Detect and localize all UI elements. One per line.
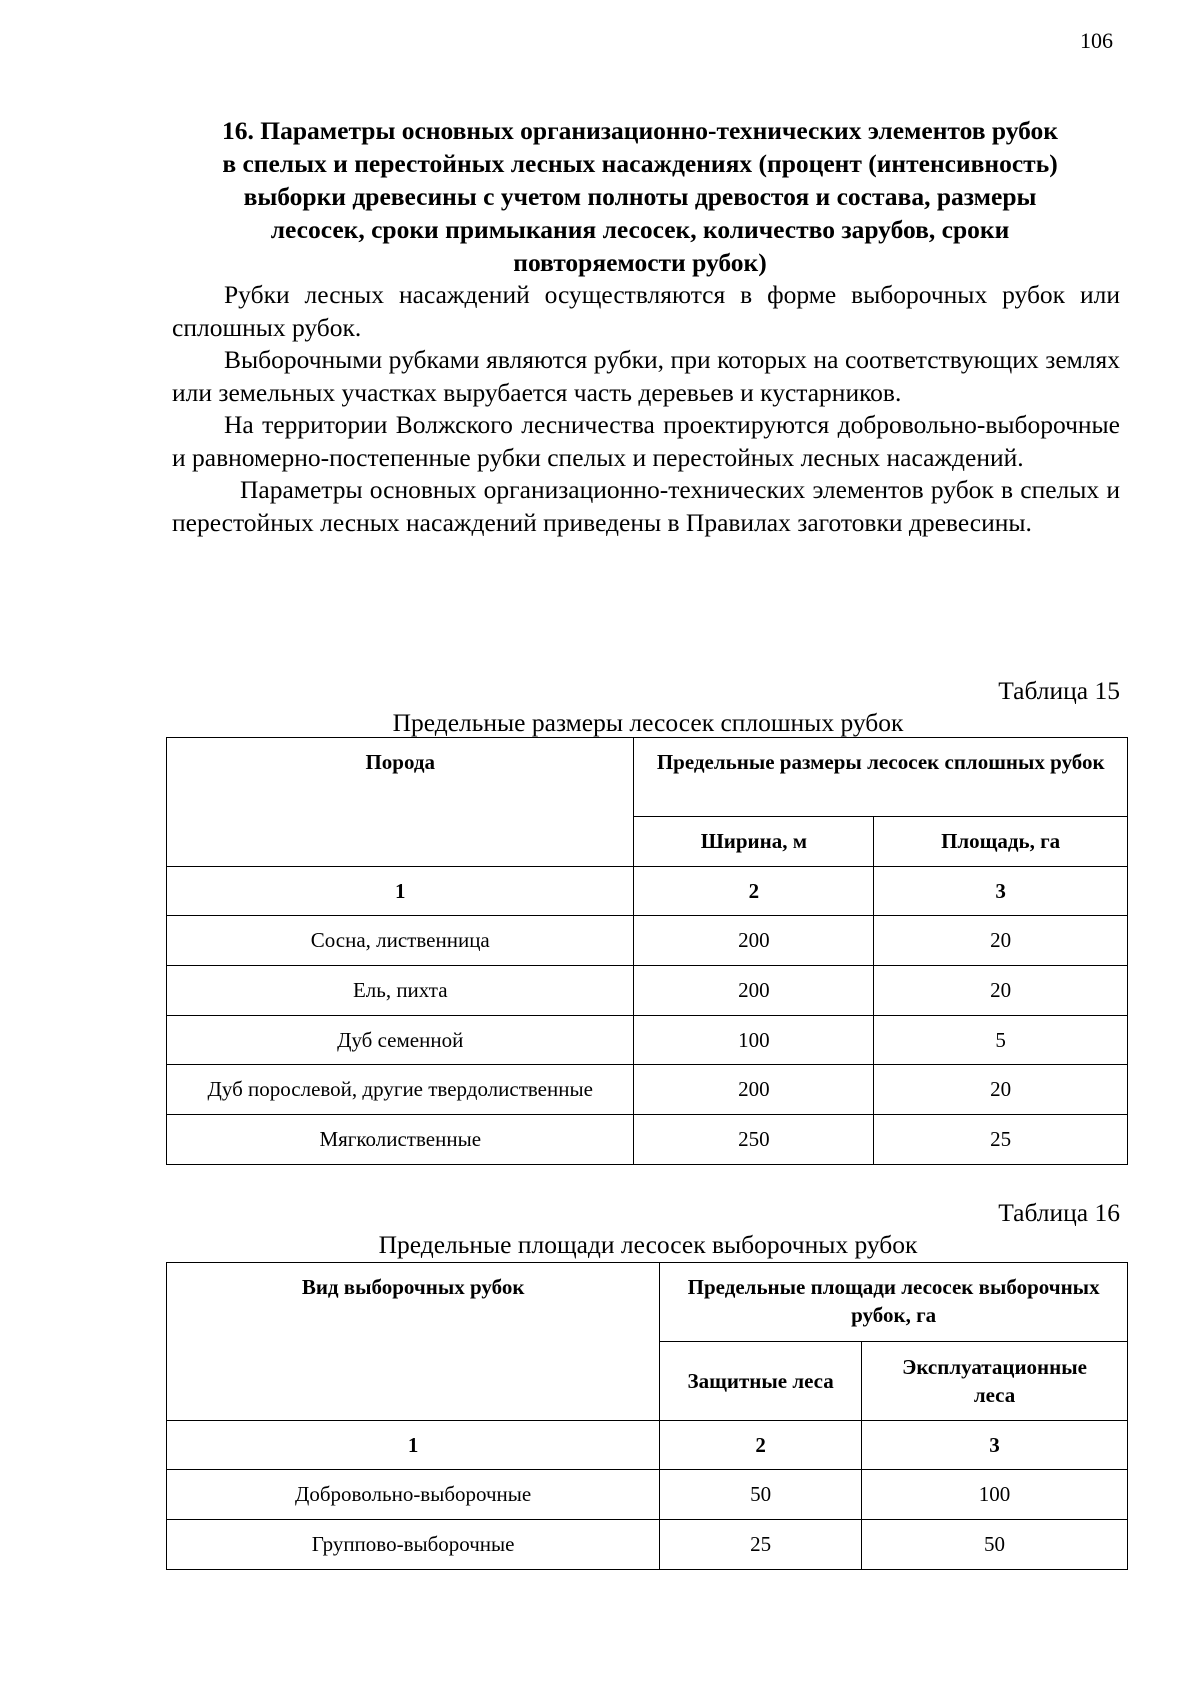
- table16-title: Предельные площади лесосек выборочных рубок: [378, 1230, 918, 1259]
- table16-header-group: Предельные площади лесосек выборочных рубок, га: [660, 1263, 1128, 1342]
- section-title-line: выборки древесины с учетом полноты древостоя и состава, размеры: [243, 182, 1037, 211]
- table15-column-number: 1: [167, 867, 634, 916]
- paragraph: Выборочными рубками являются рубки, при которых на соответствующих землях или земельных участках вырубается часть деревьев и кустарников.: [172, 345, 1120, 407]
- table16-cell: Добровольно-выборочные: [167, 1470, 660, 1520]
- table-row: [167, 1115, 1128, 1165]
- table16: [166, 1262, 1128, 1570]
- table15-cell: Дуб порослевой, другие твердолиственные: [167, 1065, 634, 1115]
- table-row: [167, 966, 1128, 1016]
- table15-column-number: 2: [634, 867, 874, 916]
- section-title-line: в спелых и перестойных лесных насаждениях (процент (интенсивность): [222, 149, 1058, 178]
- table-row: [167, 916, 1128, 966]
- section-title-line: 16. Параметры основных организационно-технических элементов рубок: [222, 116, 1058, 145]
- table-row: [167, 1065, 1128, 1115]
- paragraph: На территории Волжского лесничества проектируются добровольно-выборочные и равномерно-постепенные рубки спелых и перестойных лесных насаждений.: [172, 410, 1120, 472]
- section-title-line: повторяемости рубок): [513, 248, 767, 277]
- table15-cell: Ель, пихта: [167, 966, 634, 1016]
- table15-cell: 5: [874, 1016, 1128, 1065]
- table16-number: Таблица 16: [998, 1198, 1120, 1227]
- table15-cell: 20: [874, 916, 1128, 966]
- table16-header-type: Вид выборочных рубок: [167, 1263, 660, 1421]
- table15-header-area: Площадь, га: [874, 817, 1128, 867]
- table15-cell: 25: [874, 1115, 1128, 1165]
- table-row: [167, 1520, 1128, 1570]
- section-title: [160, 114, 1120, 279]
- table16-column-number: 3: [862, 1421, 1128, 1470]
- table-row: [167, 1470, 1128, 1520]
- table15-cell: 100: [634, 1016, 874, 1065]
- table15-title: Предельные размеры лесосек сплошных рубок: [392, 708, 904, 737]
- table16-header-protective: Защитные леса: [660, 1342, 862, 1421]
- table16-column-number: 2: [660, 1421, 862, 1470]
- paragraph: Параметры основных организационно-технических элементов рубок в спелых и перестойных лесных насаждений приведены в Правилах заготовки древесины.: [172, 475, 1120, 537]
- table15-cell: 20: [874, 1065, 1128, 1115]
- table16-cell: 50: [862, 1520, 1128, 1570]
- table15-cell: 200: [634, 916, 874, 966]
- table-row: [167, 1016, 1128, 1065]
- table15-column-number: 3: [874, 867, 1128, 916]
- section-title-line: лесосек, сроки примыкания лесосек, количество зарубов, сроки: [270, 215, 1010, 244]
- table15-header-width: Ширина, м: [634, 817, 874, 867]
- table15-cell: 200: [634, 966, 874, 1016]
- table15-cell: 20: [874, 966, 1128, 1016]
- table16-cell: 50: [660, 1470, 862, 1520]
- table15-number: Таблица 15: [998, 676, 1120, 705]
- table15-cell: Сосна, лиственница: [167, 916, 634, 966]
- paragraph: Рубки лесных насаждений осуществляются в форме выборочных рубок или сплошных рубок.: [172, 280, 1120, 342]
- table15-cell: Мягколиственные: [167, 1115, 634, 1165]
- table15-header-group: Предельные размеры лесосек сплошных рубок: [634, 738, 1128, 817]
- table16-cell: 25: [660, 1520, 862, 1570]
- table16-cell: 100: [862, 1470, 1128, 1520]
- body-text: [172, 279, 1120, 539]
- table15: [166, 737, 1128, 1165]
- table15-header-species: Порода: [167, 738, 634, 867]
- table15-cell: 200: [634, 1065, 874, 1115]
- table16-column-number: 1: [167, 1421, 660, 1470]
- page-number: 106: [1080, 28, 1113, 53]
- table15-cell: Дуб семенной: [167, 1016, 634, 1065]
- table16-header-exploitation: Эксплуатационные леса: [862, 1342, 1128, 1421]
- table16-cell: Группово-выборочные: [167, 1520, 660, 1570]
- table15-cell: 250: [634, 1115, 874, 1165]
